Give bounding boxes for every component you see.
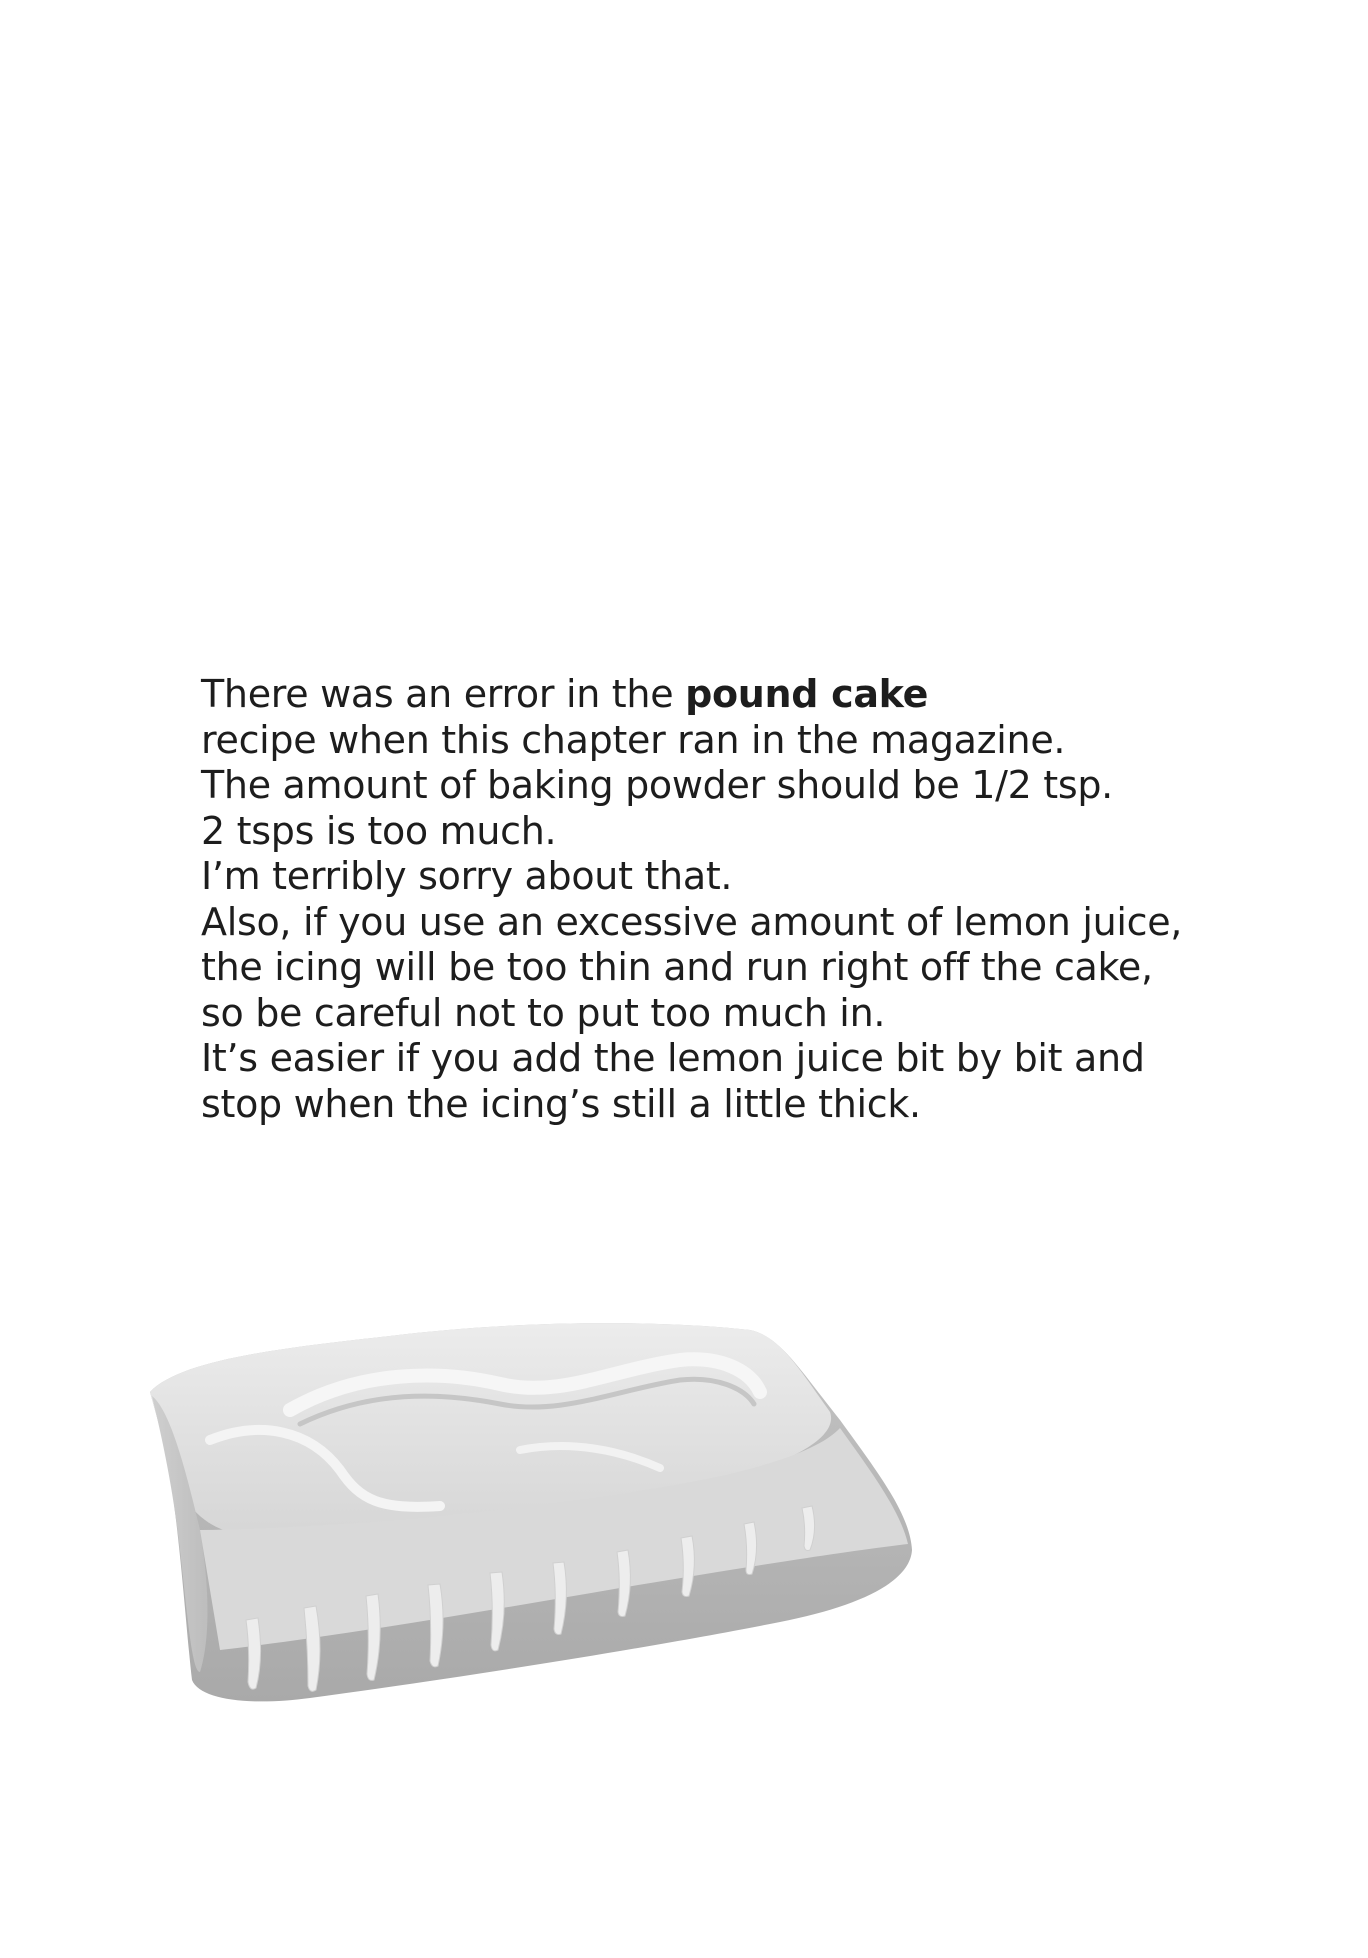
note-line-10: stop when the icing’s still a little thick. bbox=[201, 1081, 921, 1126]
note-line-7: the icing will be too thin and run right off the cake, bbox=[201, 945, 1153, 989]
note-line-8: so be careful not to put too much in. bbox=[201, 990, 886, 1035]
note-line-5: I’m terribly sorry about that. bbox=[201, 854, 733, 898]
note-line-1 bbox=[201, 672, 1261, 718]
pound-cake-term: pound cake bbox=[685, 672, 929, 716]
note-line-9: It’s easier if you add the lemon juice bit by bit and bbox=[201, 1036, 1145, 1080]
pound-cake-image bbox=[140, 1300, 1020, 1740]
correction-note bbox=[201, 672, 1261, 1127]
note-line-1-text: There was an error in the bbox=[201, 672, 686, 716]
note-line-3: The amount of baking powder should be 1/2 tsp. bbox=[201, 763, 1113, 807]
note-line-6: Also, if you use an excessive amount of lemon juice, bbox=[201, 899, 1183, 944]
note-line-4: 2 tsps is too much. bbox=[201, 808, 557, 853]
note-line-2: recipe when this chapter ran in the magazine. bbox=[201, 717, 1066, 762]
